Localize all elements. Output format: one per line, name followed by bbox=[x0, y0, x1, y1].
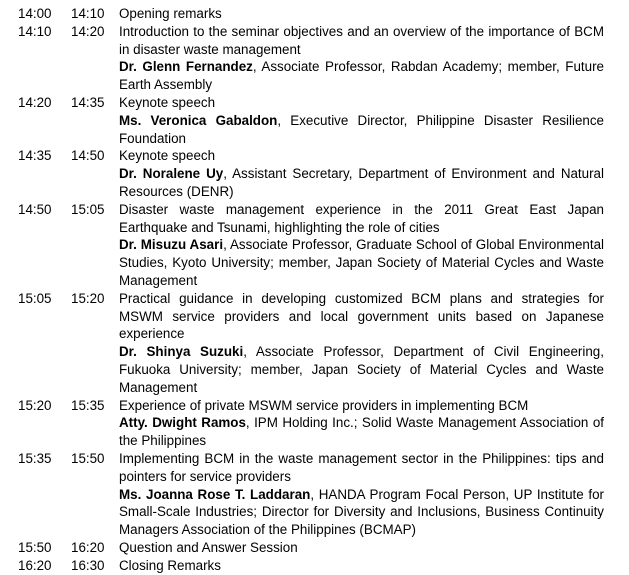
speaker bbox=[119, 58, 604, 94]
agenda-row bbox=[0, 94, 629, 147]
speaker-name: Ms. Veronica Gabaldon bbox=[119, 112, 278, 128]
session-details bbox=[119, 397, 604, 450]
end-time: 14:35 bbox=[71, 94, 105, 110]
session-details bbox=[119, 539, 604, 557]
speaker bbox=[119, 236, 604, 289]
agenda-row bbox=[0, 5, 629, 23]
end-time: 15:50 bbox=[71, 450, 105, 466]
session-topic: Keynote speech bbox=[119, 148, 216, 164]
start-time: 15:50 bbox=[18, 539, 52, 555]
speaker bbox=[119, 343, 604, 396]
speaker bbox=[119, 112, 604, 148]
session-details bbox=[119, 23, 604, 94]
speaker-name: Atty. Dwight Ramos bbox=[119, 415, 246, 431]
speaker bbox=[119, 414, 604, 450]
speaker bbox=[119, 165, 604, 201]
session-details bbox=[119, 290, 604, 397]
start-time: 14:35 bbox=[18, 148, 52, 164]
end-time: 14:20 bbox=[71, 23, 105, 39]
speaker-affiliation: , Associate Professor, Department of Civil Engineering, Fukuoka University; member, Japan Society of Material Cycles and Waste Management bbox=[119, 344, 604, 395]
session-topic: Keynote speech bbox=[119, 94, 216, 110]
end-time: 15:35 bbox=[71, 397, 105, 413]
speaker-name: Dr. Glenn Fernandez bbox=[119, 59, 253, 75]
end-time: 14:10 bbox=[71, 6, 105, 21]
agenda-row bbox=[0, 450, 629, 539]
start-time: 16:20 bbox=[18, 557, 52, 573]
agenda-row bbox=[0, 557, 629, 575]
end-time: 16:30 bbox=[71, 557, 105, 573]
session-topic: Experience of private MSWM service providers in implementing BCM bbox=[119, 397, 529, 413]
end-time: 15:05 bbox=[71, 201, 105, 217]
speaker bbox=[119, 486, 604, 539]
start-time: 14:00 bbox=[18, 6, 52, 21]
session-topic: Disaster waste management experience in the 2011 Great East Japan Earthquake and Tsunami, highlighting the role of cities bbox=[119, 201, 604, 235]
speaker-name: Dr. Noralene Uy bbox=[119, 166, 224, 182]
speaker-affiliation: , Associate Professor, Rabdan Academy; member, Future Earth Assembly bbox=[119, 59, 604, 93]
start-time: 15:20 bbox=[18, 397, 52, 413]
agenda-row bbox=[0, 147, 629, 200]
agenda-row bbox=[0, 290, 629, 397]
speaker-affiliation: , IPM Holding Inc.; Solid Waste Management Association of the Philippines bbox=[119, 415, 604, 449]
start-time: 14:50 bbox=[18, 201, 52, 217]
session-topic: Opening remarks bbox=[119, 6, 222, 21]
session-topic: Question and Answer Session bbox=[119, 539, 298, 555]
session-topic: Closing Remarks bbox=[119, 557, 221, 573]
speaker-affiliation: , Associate Professor, Graduate School of Global Environmental Studies, Kyoto University; member, Japan Society of Material Cycles and Waste Management bbox=[119, 237, 604, 288]
speaker-name: Ms. Joanna Rose T. Laddaran bbox=[119, 486, 311, 502]
session-topic: Implementing BCM in the waste management sector in the Philippines: tips and pointers for service providers bbox=[119, 450, 604, 484]
session-details bbox=[119, 5, 604, 23]
agenda-row bbox=[0, 539, 629, 557]
speaker-affiliation: , HANDA Program Focal Person, UP Institute for Small-Scale Industries; Director for Diversity and Inclusions, Business Continuity Managers Association of the Philippines (BCMAP) bbox=[119, 486, 605, 538]
end-time: 14:50 bbox=[71, 148, 105, 164]
session-details bbox=[119, 557, 604, 575]
session-details bbox=[119, 94, 604, 147]
start-time: 14:10 bbox=[18, 23, 52, 39]
session-topic: Introduction to the seminar objectives and an overview of the importance of BCM in disaster waste management bbox=[119, 23, 604, 57]
agenda-row bbox=[0, 23, 629, 94]
start-time: 15:35 bbox=[18, 450, 52, 466]
speaker-affiliation: , Executive Director, Philippine Disaster Resilience Foundation bbox=[119, 112, 604, 146]
start-time: 14:20 bbox=[18, 94, 52, 110]
speaker-name: Dr. Shinya Suzuki bbox=[119, 344, 244, 360]
end-time: 15:20 bbox=[71, 290, 105, 306]
session-details bbox=[119, 450, 604, 539]
session-details bbox=[119, 147, 604, 200]
agenda-row bbox=[0, 201, 629, 290]
start-time: 15:05 bbox=[18, 290, 52, 306]
session-topic: Practical guidance in developing customized BCM plans and strategies for MSWM service providers and local government units based on Japanese experience bbox=[119, 290, 604, 342]
session-details bbox=[119, 201, 604, 290]
speaker-name: Dr. Misuzu Asari bbox=[119, 237, 224, 253]
speaker-affiliation: , Assistant Secretary, Department of Environment and Natural Resources (DENR) bbox=[119, 166, 604, 199]
end-time: 16:20 bbox=[71, 539, 105, 555]
agenda-row bbox=[0, 397, 629, 450]
